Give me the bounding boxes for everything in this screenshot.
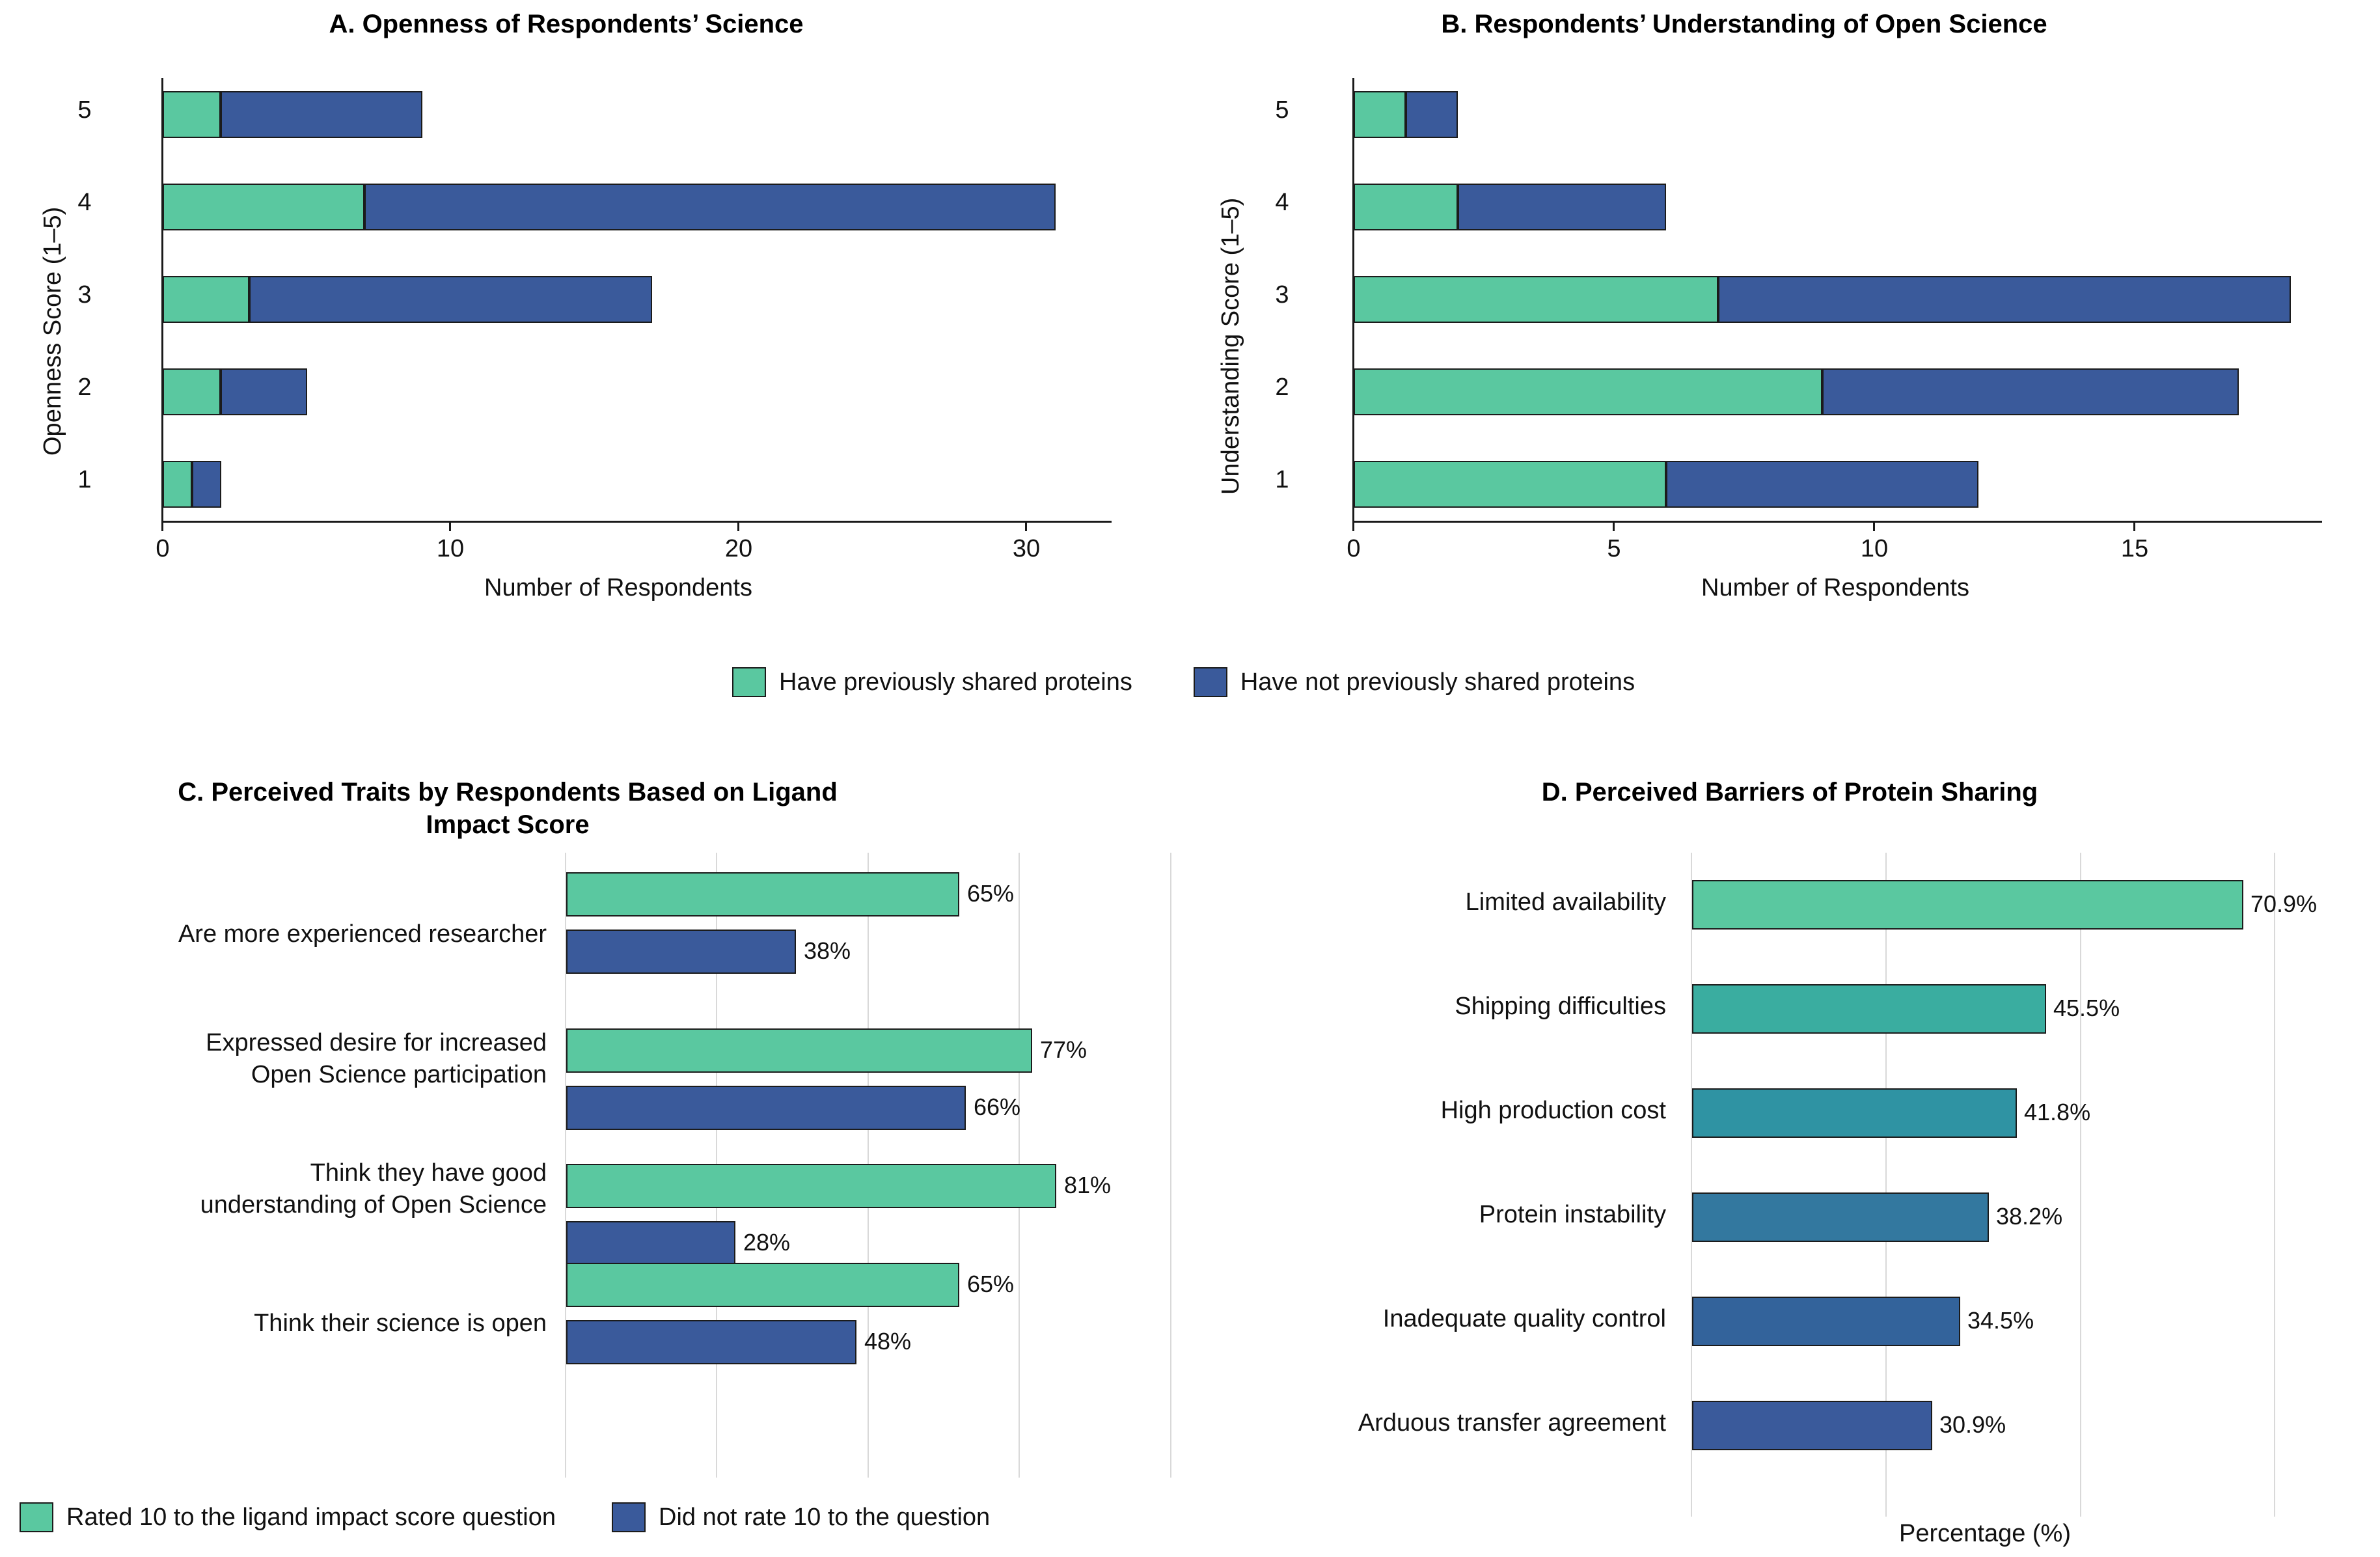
panel-d-barriers-chart bbox=[1191, 768, 2380, 1557]
panel-a-xtick-mark-30 bbox=[1025, 521, 1027, 531]
panel-a-ytick-4: 4 bbox=[77, 189, 92, 216]
panel-c-gridline-100 bbox=[1170, 853, 1171, 1478]
panel-a-xtick-0: 0 bbox=[156, 535, 170, 562]
panel-c-value-1-blue: 66% bbox=[974, 1094, 1021, 1120]
legend-item-have-shared bbox=[732, 667, 1132, 697]
panel-b-xtick-15: 15 bbox=[2120, 535, 2149, 562]
panel-c-value-0-blue: 38% bbox=[804, 937, 851, 964]
panel-a-bar-1-blue bbox=[192, 461, 221, 508]
legend-item-rated-10 bbox=[20, 1502, 556, 1532]
panel-b-ytick-4: 4 bbox=[1275, 189, 1289, 216]
panel-a-xtick-mark-0 bbox=[161, 521, 163, 531]
panel-c-value-1-green: 77% bbox=[1040, 1036, 1087, 1063]
panel-d-bar-2 bbox=[1692, 1088, 2017, 1138]
panel-d-gridline-75 bbox=[2274, 853, 2275, 1517]
panel-c-value-3-blue: 48% bbox=[864, 1328, 912, 1355]
panel-c-bar-2-green bbox=[566, 1164, 1056, 1208]
panel-a-xtick-20: 20 bbox=[724, 535, 753, 562]
panel-d-title: D. Perceived Barriers of Protein Sharing bbox=[1541, 778, 2038, 806]
panel-b-xtick-0: 0 bbox=[1347, 535, 1361, 562]
legend-swatch-blue bbox=[1194, 667, 1227, 697]
panel-c-value-0-green: 65% bbox=[967, 880, 1015, 907]
panel-b-bar-2-blue bbox=[1822, 368, 2239, 415]
legend-shared-proteins bbox=[732, 667, 1665, 697]
legend-item-not-rated-10 bbox=[612, 1502, 990, 1532]
panel-a-xtick-mark-20 bbox=[737, 521, 739, 531]
legend-item-have-not-shared bbox=[1194, 667, 1635, 697]
legend-label-have-not-shared: Have not previously shared proteins bbox=[1240, 668, 1635, 696]
panel-d-cat-label-1: Shipping difficulties bbox=[1455, 993, 1666, 1020]
panel-d-bar-4 bbox=[1692, 1297, 1960, 1346]
panel-b-xtick-5: 5 bbox=[1607, 535, 1621, 562]
panel-b-bar-2-green bbox=[1354, 368, 1822, 415]
panel-d-value-5: 30.9% bbox=[1939, 1411, 2006, 1438]
panel-b-understanding-chart bbox=[1191, 0, 2362, 651]
panel-b-bar-4-green bbox=[1354, 184, 1458, 230]
panel-d-value-1: 45.5% bbox=[2053, 995, 2120, 1021]
panel-a-bar-4-blue bbox=[364, 184, 1056, 230]
panel-d-gridline-50 bbox=[2080, 853, 2081, 1517]
panel-b-xtick-mark-15 bbox=[2133, 521, 2135, 531]
panel-c-bar-3-blue bbox=[566, 1320, 856, 1364]
panel-d-value-4: 34.5% bbox=[1967, 1307, 2034, 1334]
panel-c-bar-2-blue bbox=[566, 1221, 735, 1265]
panel-a-bar-3-green bbox=[163, 276, 249, 323]
panel-d-value-0: 70.9% bbox=[2250, 890, 2318, 917]
panel-c-cat-label-1: Expressed desire for increased Open Science participation bbox=[206, 1029, 547, 1089]
panel-c-traits-chart bbox=[0, 768, 1191, 1557]
legend-label-rated-10: Rated 10 to the ligand impact score question bbox=[66, 1503, 556, 1531]
panel-d-cat-label-3: Protein instability bbox=[1479, 1201, 1666, 1228]
panel-a-ytick-5: 5 bbox=[77, 96, 92, 124]
panel-a-x-axis bbox=[161, 521, 1112, 523]
panel-d-x-axis-title: Percentage (%) bbox=[1898, 1520, 2071, 1547]
panel-b-xtick-10: 10 bbox=[1860, 535, 1889, 562]
panel-a-bar-2-green bbox=[163, 368, 221, 415]
panel-d-cat-label-4: Inadequate quality control bbox=[1382, 1305, 1666, 1332]
panel-a-ytick-2: 2 bbox=[77, 374, 92, 401]
panel-d-bar-5 bbox=[1692, 1401, 1932, 1450]
panel-d-cat-label-2: High production cost bbox=[1440, 1097, 1666, 1124]
panel-c-value-2-blue: 28% bbox=[743, 1229, 791, 1256]
panel-d-bar-1 bbox=[1692, 984, 2046, 1034]
panel-b-bar-3-blue bbox=[1718, 276, 2291, 323]
panel-b-x-axis-title: Number of Respondents bbox=[1701, 574, 1969, 601]
legend-ligand-impact bbox=[20, 1502, 1020, 1532]
panel-c-cat-label-3: Think their science is open bbox=[254, 1310, 547, 1337]
panel-b-ytick-5: 5 bbox=[1275, 96, 1289, 124]
panel-b-xtick-mark-5 bbox=[1613, 521, 1615, 531]
panel-b-bar-1-green bbox=[1354, 461, 1666, 508]
panel-b-bar-3-green bbox=[1354, 276, 1718, 323]
panel-a-ytick-3: 3 bbox=[77, 281, 92, 309]
panel-c-cat-label-2: Think they have good understanding of Open Science bbox=[200, 1159, 547, 1219]
panel-b-ytick-2: 2 bbox=[1275, 374, 1289, 401]
panel-c-cat-label-0: Are more experienced researcher bbox=[178, 920, 547, 948]
panel-d-value-2: 41.8% bbox=[2024, 1099, 2091, 1125]
legend-label-not-rated-10: Did not rate 10 to the question bbox=[659, 1503, 991, 1531]
panel-c-bar-3-green bbox=[566, 1263, 959, 1307]
panel-b-xtick-mark-0 bbox=[1352, 521, 1354, 531]
legend-swatch-green bbox=[732, 667, 766, 697]
panel-a-title: A. Openness of Respondents’ Science bbox=[329, 10, 804, 38]
panel-a-bar-1-green bbox=[163, 461, 192, 508]
panel-d-cat-label-5: Arduous transfer agreement bbox=[1358, 1409, 1666, 1437]
panel-c-bar-1-green bbox=[566, 1028, 1032, 1073]
panel-a-bar-5-green bbox=[163, 91, 221, 138]
panel-c-bar-0-blue bbox=[566, 930, 796, 974]
panel-c-value-2-green: 81% bbox=[1064, 1172, 1112, 1198]
panel-a-bar-5-blue bbox=[221, 91, 422, 138]
panel-b-y-axis-title: Understanding Score (1–5) bbox=[1217, 197, 1244, 495]
panel-c-title: C. Perceived Traits by Respondents Based on Ligand Impact Score bbox=[178, 778, 838, 839]
panel-a-xtick-30: 30 bbox=[1012, 535, 1041, 562]
panel-d-bar-0 bbox=[1692, 880, 2243, 930]
panel-b-title: B. Respondents’ Understanding of Open Science bbox=[1441, 10, 2047, 38]
panel-d-value-3: 38.2% bbox=[1996, 1203, 2063, 1230]
panel-a-bar-2-blue bbox=[221, 368, 307, 415]
panel-b-bar-1-blue bbox=[1666, 461, 1978, 508]
panel-b-bar-5-green bbox=[1354, 91, 1406, 138]
panel-a-xtick-10: 10 bbox=[436, 535, 465, 562]
panel-b-ytick-1: 1 bbox=[1275, 466, 1289, 493]
panel-a-x-axis-title: Number of Respondents bbox=[484, 574, 752, 601]
panel-b-bar-4-blue bbox=[1458, 184, 1666, 230]
panel-a-bar-4-green bbox=[163, 184, 364, 230]
panel-c-value-3-green: 65% bbox=[967, 1271, 1015, 1297]
panel-a-openness-chart bbox=[0, 0, 1171, 651]
legend-swatch-green-c bbox=[20, 1502, 53, 1532]
panel-a-xtick-mark-10 bbox=[449, 521, 451, 531]
panel-b-bar-5-blue bbox=[1406, 91, 1458, 138]
legend-label-have-shared: Have previously shared proteins bbox=[779, 668, 1132, 696]
panel-a-y-axis-title: Openness Score (1–5) bbox=[39, 206, 66, 456]
panel-d-cat-label-0: Limited availability bbox=[1465, 889, 1666, 916]
panel-c-bar-0-green bbox=[566, 872, 959, 916]
panel-b-ytick-3: 3 bbox=[1275, 281, 1289, 309]
panel-b-xtick-mark-10 bbox=[1873, 521, 1875, 531]
legend-swatch-blue-c bbox=[612, 1502, 646, 1532]
panel-c-bar-1-blue bbox=[566, 1086, 966, 1130]
panel-a-ytick-1: 1 bbox=[77, 466, 92, 493]
panel-b-x-axis bbox=[1352, 521, 2322, 523]
panel-a-bar-3-blue bbox=[249, 276, 652, 323]
panel-d-bar-3 bbox=[1692, 1192, 1989, 1242]
